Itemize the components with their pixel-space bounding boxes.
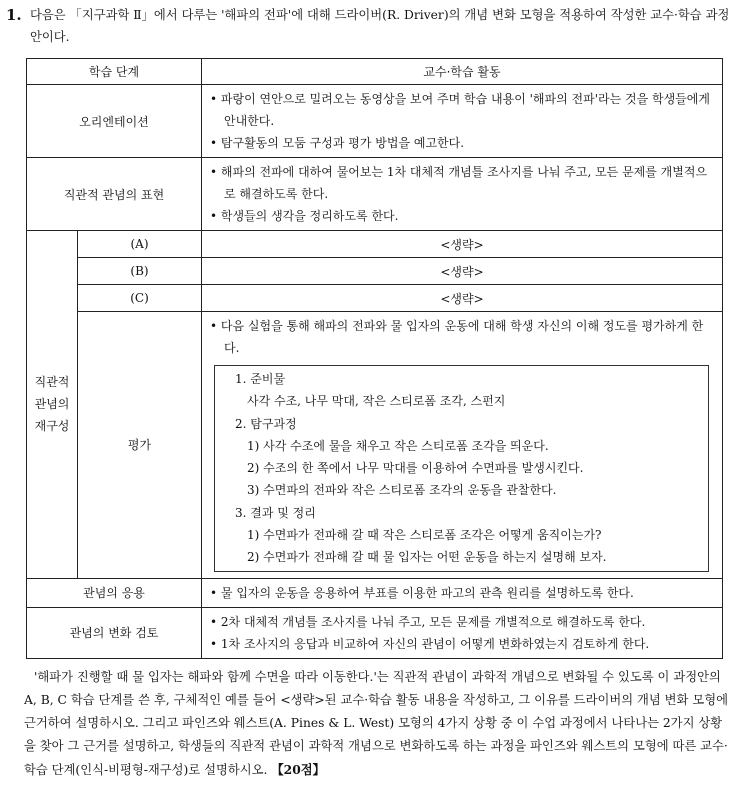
header-activity: 교수·학습 활동: [202, 59, 723, 85]
stage-orientation: 오리엔테이션: [27, 85, 202, 158]
question-text: 다음은 「지구과학 Ⅱ」에서 다루는 '해파의 전파'에 대해 드라이버(R. Driver)의 개념 변화 모형을 적용하여 작성한 교수·학습 과정안이다.: [30, 8, 730, 44]
stage-review: 관념의 변화 검토: [27, 607, 202, 658]
prep-items: 사각 수조, 나무 막대, 작은 스티로폼 조각, 스펀지: [247, 394, 506, 409]
row-substep-c: [27, 285, 723, 312]
row-orientation: [27, 85, 723, 158]
process-title: 2. 탐구과정: [235, 416, 297, 431]
result-title: 3. 결과 및 정리: [235, 505, 316, 520]
stage-application: 관념의 응용: [27, 578, 202, 607]
row-review: [27, 607, 723, 658]
list-item: • 학생들의 생각을 정리하도록 한다.: [210, 205, 714, 227]
activity-application: [202, 578, 723, 607]
experiment-box: [214, 365, 709, 572]
table-header-row: [27, 59, 723, 85]
result-item: 2) 수면파가 전파해 갈 때 물 입자는 어떤 운동을 하는지 설명해 보자.: [247, 550, 607, 565]
process-step: 2) 수조의 한 쪽에서 나무 막대를 이용하여 수면파를 발생시킨다.: [247, 461, 584, 476]
substep-content: <생략>: [202, 285, 723, 312]
evaluation-label: 평가: [78, 312, 202, 579]
substep-label: (C): [78, 285, 202, 312]
list-item: • 해파의 전파에 대하여 물어보는 1차 대체적 개념틀 조사지를 나눠 주고, 모든 문제를 개별적으로 해결하도록 한다.: [210, 161, 714, 205]
result-item: 1) 수면파가 전파해 갈 때 작은 스티로폼 조각은 어떻게 움직이는가?: [247, 528, 602, 543]
stage-restructure: [27, 231, 78, 579]
process-step: 1) 사각 수조에 물을 채우고 작은 스티로폼 조각을 띄운다.: [247, 438, 549, 453]
substep-label: (B): [78, 258, 202, 285]
substep-content: <생략>: [202, 231, 723, 258]
stage-expression: 직관적 관념의 표현: [27, 158, 202, 231]
row-substep-a: [27, 231, 723, 258]
activity-expression: [202, 158, 723, 231]
prompt-paragraph: [24, 666, 730, 782]
list-item: • 파랑이 연안으로 밀려오는 동영상을 보여 주며 학습 내용이 '해파의 전파'라는 것을 학생들에게 안내한다.: [210, 88, 714, 132]
question-number: 1.: [6, 6, 22, 24]
activity-review: [202, 607, 723, 658]
evaluation-activity: [202, 312, 723, 579]
prompt-text: '해파가 진행할 때 물 입자는 해파와 함께 수면을 따라 이동한다.'는 직관적 관념이 과학적 개념으로 변화될 수 있도록 이 과정안의 A, B, C 학습 단계를 쓴 후, 구체적인 예를 들어 <생략>된 교수·학습 활동 내용을 작성하고, 그 이유를 드라이버의 개념 변화 모형에 근거하여 설명하시오. 그리고 파인즈와 웨스트(A. Pines & L. West) 모형의 4가지 상황 중 이 수업 과정에서 나타나는 2가지 상황을 찾아 그 근거를 설명하고, 학생들의 직관적 관념이 과학적 개념으로 변화하도록 하는 과정을 파인즈와 웨스트의 모형에 따른 교수·학습 단계(인식-비평형-재구성)로 설명하시오.: [24, 670, 728, 777]
list-item: • 1차 조사지의 응답과 비교하여 자신의 관념이 어떻게 변화하였는지 검토하게 한다.: [210, 633, 714, 655]
header-stage: 학습 단계: [27, 59, 202, 85]
list-item: • 2차 대체적 개념틀 조사지를 나눠 주고, 모든 문제를 개별적으로 해결하도록 한다.: [210, 611, 714, 633]
row-evaluation: [27, 312, 723, 579]
row-expression: [27, 158, 723, 231]
stage-restructure-line: 직관적: [34, 375, 70, 390]
stage-restructure-line: 관념의: [34, 397, 70, 412]
substep-content: <생략>: [202, 258, 723, 285]
row-substep-b: [27, 258, 723, 285]
evaluation-intro: • 다음 실험을 통해 해파의 전파와 물 입자의 운동에 대해 학생 자신의 이해 정도를 평가하게 한다.: [210, 315, 714, 359]
activity-orientation: [202, 85, 723, 158]
list-item: • 탐구활동의 모둠 구성과 평가 방법을 예고한다.: [210, 132, 714, 154]
points-badge: 【20점】: [271, 762, 325, 777]
row-application: [27, 578, 723, 607]
process-step: 3) 수면파의 전파와 작은 스티로폼 조각의 운동을 관찰한다.: [247, 483, 557, 498]
list-item: • 물 입자의 운동을 응용하여 부표를 이용한 파고의 관측 원리를 설명하도록 한다.: [210, 582, 714, 604]
substep-label: (A): [78, 231, 202, 258]
lesson-plan-table: [26, 58, 723, 659]
prep-title: 1. 준비물: [235, 372, 286, 386]
stage-restructure-line: 재구성: [34, 419, 70, 434]
